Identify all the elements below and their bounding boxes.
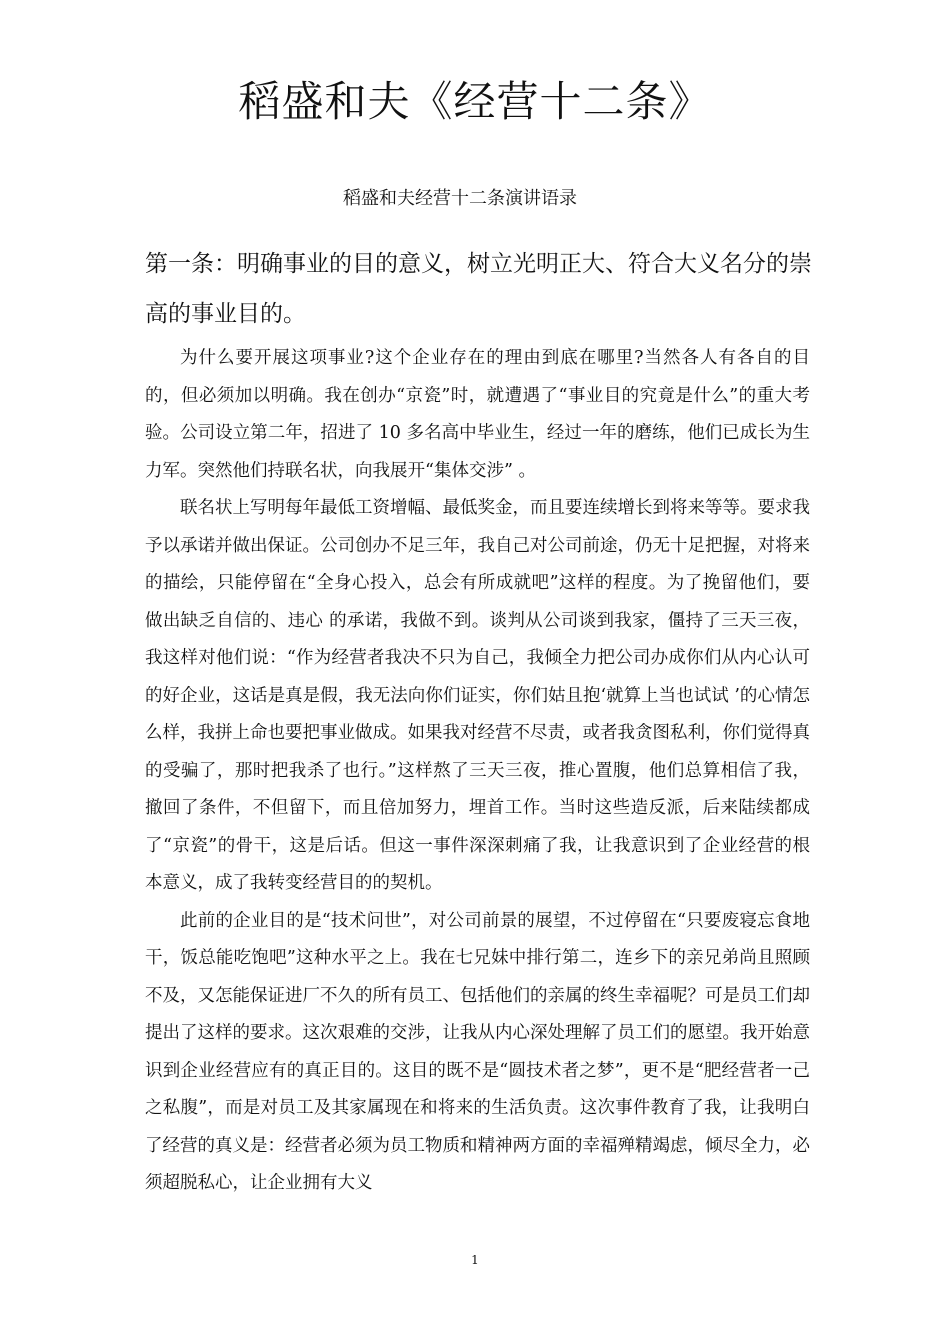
section-heading: 第一条：明确事业的目的意义，树立光明正大、符合大义名分的崇高的事业目的。	[145, 251, 812, 327]
document-title: 稻盛和夫《经营十二条》	[238, 77, 712, 126]
document-subtitle: 稻盛和夫经营十二条演讲语录	[343, 188, 577, 209]
paragraph: 联名状上写明每年最低工资增幅、最低奖金，而且要连续增长到将来等等。要求我予以承诺并做出保证。公司创办不足三年，我自己对公司前途，仍无十足把握，对将来的描绘，只能停留在“全身心投入，总会有所成就吧”这样的程度。为了挽留他们，要做出缺乏自信的、违心 的承诺，我做不到。谈判从公司谈到我家，僵持了三天三夜，我这样对他们说：“作为经营者我决不只为自己，我倾全力把公司办成你们从内心认可的好企业，这话是真是假，我无法向你们证实，你们姑且抱‘就算上当也试试 ’的心情怎么样，我拼上命也要把事业做成。如果我对经营不尽责，或者我贪图私利，你们觉得真的受骗了，那时把我杀了也行。”这样熬了三天三夜，推心置腹，他们总算相信了我，撤回了条件，不但留下，而且倍加努力，埋首工作。当时这些造反派，后来陆续都成了“京瓷”的骨干，这是后话。但这一事件深深刺痛了我，让我意识到了企业经营的根本意义，成了我转变经营目的的契机。	[145, 498, 810, 893]
page-number: 1	[471, 1253, 479, 1267]
body-text	[145, 340, 810, 1203]
paragraph: 此前的企业目的是“技术问世”，对公司前景的展望，不过停留在“只要废寝忘食地干，饭总能吃饱吧”这种水平之上。我在七兄妹中排行第二，连乡下的亲兄弟尚且照顾不及，又怎能保证进厂不久的所有员工、包括他们的亲属的终生幸福呢？可是员工们却提出了这样的要求。这次艰难的交涉，让我从内心深处理解了员工们的愿望。我开始意识到企业经营应有的真正目的。这目的既不是“圆技术者之梦”，更不是“肥经营者一己之私腹”，而是对员工及其家属现在和将来的生活负责。这次事件教育了我，让我明白了经营的真义是：经营者必须为员工物质和精神两方面的幸福殚精竭虑，倾尽全力，必须超脱私心，让企业拥有大义	[145, 910, 810, 1193]
paragraph: 为什么要开展这项事业?这个企业存在的理由到底在哪里?当然各人有各自的目的，但必须加以明确。我在创办“京瓷”时，就遭遇了“事业目的究竟是什么”的重大考验。公司设立第二年，招进了 10 多名高中毕业生，经过一年的磨练，他们已成长为生力军。突然他们持联名状，向我展开“集体交涉” 。	[145, 348, 810, 481]
